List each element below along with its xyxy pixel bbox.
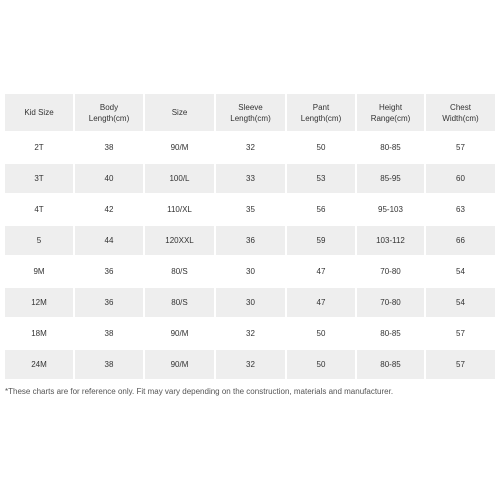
table-cell: 50 [287, 133, 355, 162]
table-cell: 63 [426, 195, 495, 224]
table-cell: 38 [75, 350, 143, 379]
column-header [287, 94, 355, 131]
table-cell: 100/L [145, 164, 214, 193]
column-header [357, 94, 424, 131]
table-row [5, 195, 495, 224]
table-cell: 12M [5, 288, 73, 317]
table-cell: 5 [5, 226, 73, 255]
table-cell: 2T [5, 133, 73, 162]
table-row [5, 133, 495, 162]
column-header-text: Length(cm) [300, 113, 342, 123]
table-cell: 32 [216, 133, 285, 162]
table-cell: 120XXL [145, 226, 214, 255]
table-cell: 40 [75, 164, 143, 193]
column-header-text: Pant [312, 102, 330, 112]
column-header-text: Height [378, 102, 403, 112]
table-cell: 54 [426, 257, 495, 286]
table-header [5, 94, 495, 131]
table-cell: 38 [75, 133, 143, 162]
table-cell: 18M [5, 319, 73, 348]
table-cell: 60 [426, 164, 495, 193]
column-header-text: Size [171, 108, 188, 117]
table-cell: 57 [426, 133, 495, 162]
table-cell: 50 [287, 350, 355, 379]
table-row [5, 257, 495, 286]
table-cell: 70-80 [357, 288, 424, 317]
reference-disclaimer: *These charts are for reference only. Fit may vary depending on the construction, materials and manufacturer. [5, 387, 394, 396]
size-chart-table [3, 92, 497, 381]
column-header [426, 94, 495, 131]
table-row [5, 350, 495, 379]
table-cell: 36 [216, 226, 285, 255]
table-cell: 32 [216, 319, 285, 348]
column-header-text: Sleeve [238, 102, 263, 112]
column-header-text: Kid Size [24, 108, 54, 117]
table-cell: 36 [75, 257, 143, 286]
table-cell: 59 [287, 226, 355, 255]
header-row [5, 94, 495, 131]
table-cell: 36 [75, 288, 143, 317]
column-header-text: Width(cm) [442, 113, 479, 123]
table-cell: 95-103 [357, 195, 424, 224]
table-cell: 30 [216, 288, 285, 317]
table-row [5, 319, 495, 348]
table-row [5, 288, 495, 317]
column-header-text: Length(cm) [88, 113, 130, 123]
table-cell: 35 [216, 195, 285, 224]
table-cell: 85-95 [357, 164, 424, 193]
table-cell: 66 [426, 226, 495, 255]
table-cell: 4T [5, 195, 73, 224]
column-header-text: Chest [450, 102, 471, 112]
table-cell: 9M [5, 257, 73, 286]
table-body [5, 133, 495, 379]
table-cell: 24M [5, 350, 73, 379]
column-header-text: Length(cm) [230, 113, 271, 123]
table-cell: 32 [216, 350, 285, 379]
table-cell: 57 [426, 350, 495, 379]
table-cell: 47 [287, 257, 355, 286]
table-cell: 80-85 [357, 319, 424, 348]
table-cell: 33 [216, 164, 285, 193]
table-cell: 42 [75, 195, 143, 224]
table-cell: 50 [287, 319, 355, 348]
table-cell: 57 [426, 319, 495, 348]
column-header [145, 94, 214, 131]
column-header-text: Range(cm) [370, 113, 411, 123]
table-cell: 80-85 [357, 350, 424, 379]
table-cell: 44 [75, 226, 143, 255]
table-cell: 103-112 [357, 226, 424, 255]
table-cell: 70-80 [357, 257, 424, 286]
table-cell: 90/M [145, 350, 214, 379]
table-cell: 80-85 [357, 133, 424, 162]
column-header [216, 94, 285, 131]
table-cell: 90/M [145, 319, 214, 348]
table-cell: 54 [426, 288, 495, 317]
column-header [75, 94, 143, 131]
table-cell: 80/S [145, 257, 214, 286]
table-cell: 30 [216, 257, 285, 286]
column-header [5, 94, 73, 131]
table-cell: 38 [75, 319, 143, 348]
table-row [5, 226, 495, 255]
table-cell: 56 [287, 195, 355, 224]
table-cell: 110/XL [145, 195, 214, 224]
table-row [5, 164, 495, 193]
table-cell: 3T [5, 164, 73, 193]
table-cell: 80/S [145, 288, 214, 317]
table-cell: 53 [287, 164, 355, 193]
table-cell: 90/M [145, 133, 214, 162]
table-cell: 47 [287, 288, 355, 317]
column-header-text: Body [99, 102, 119, 112]
